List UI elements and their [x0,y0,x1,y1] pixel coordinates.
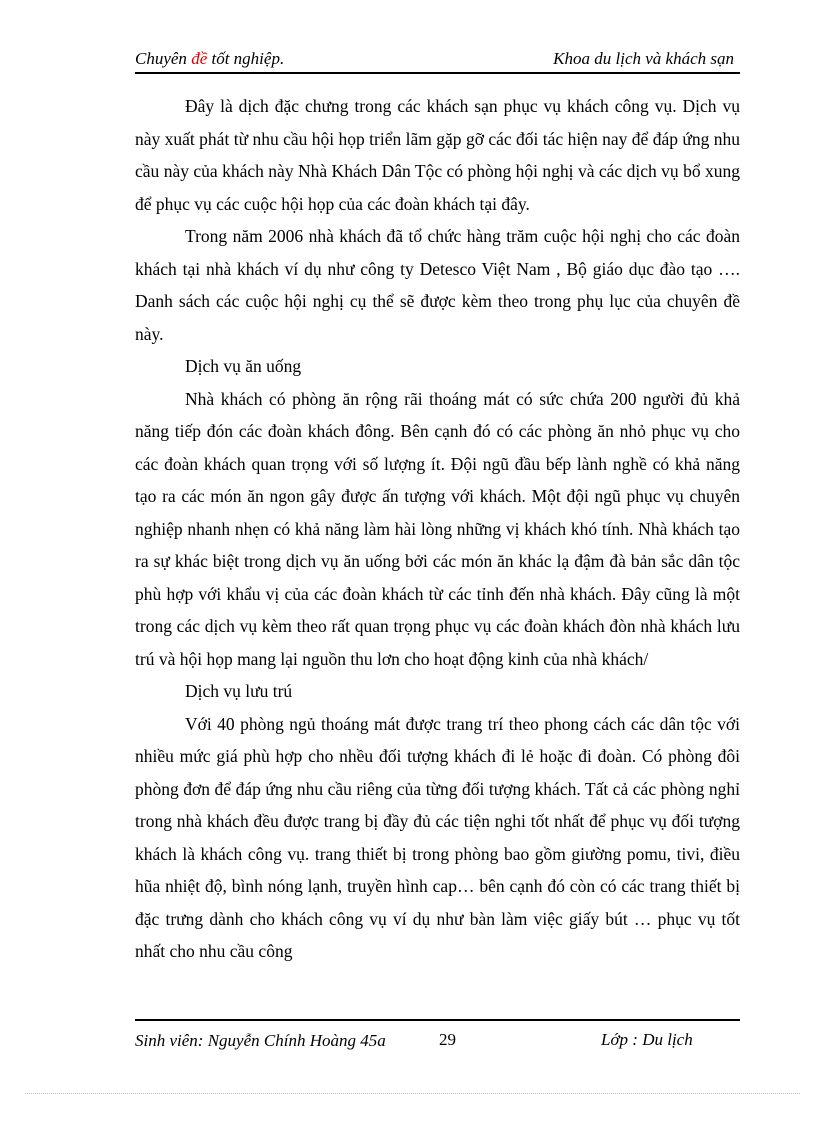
page-header [135,48,740,74]
document-body [135,90,740,968]
paragraph-lodging-service: Với 40 phòng ngủ thoáng mát được trang trí theo phong cách các dân tộc với nhiều mức giá phù hợp cho nhều đối tượng khách đi lẻ hoặc đi đoàn. Có phòng đôi phòng đơn để đáp ứng nhu cầu riêng của từng đối tượng khách. Tất cả các phòng nghỉ trong nhà khách đều được trang bị đầy đủ các tiện nghi tốt nhất để phục vụ đối tượng khách là khách công vụ. trang thiết bị trong phòng bao gồm giường pomu, tivi, điều hũa nhiệt độ, bình nóng lạnh, truyền hình cap… bên cạnh đó còn có các trang thiết bị đặc trưng dành cho khách công vụ ví dụ như bàn làm việc giấy bút … phục vụ tốt nhất cho nhu cầu công [135,713,740,961]
header-accent-word: đề [191,49,208,68]
paragraph-conference-history: Trong năm 2006 nhà khách đã tổ chức hàng trăm cuộc hội nghị cho các đoàn khách tại nhà khách ví dụ như công ty Detesco Việt Nam , Bộ giáo dục đào tạo …. Danh sách các cuộc hội nghị cụ thể sẽ được kèm theo trong phụ lục của chuyên đề này. [135,226,740,344]
page-number: 29 [439,1030,456,1049]
footer-class: Lớp : Du lịch [601,1030,693,1049]
header-course-title: Chuyên đề tốt nghiệp. [135,49,285,68]
heading-lodging-service: Dịch vụ lưu trú [185,681,293,701]
paragraph-conference-service: Đây là dịch đặc chưng trong các khách sạn phục vụ khách công vụ. Dịch vụ này xuất phát từ nhu cầu hội họp triển lãm gặp gỡ các đối tác hiện nay để đáp ứng nhu cầu này của khách này Nhà Khách Dân Tộc có phòng hội nghị và các dịch vụ bổ xung để phục vụ các cuộc hội họp của các đoàn khách tại đây. [135,96,740,214]
paragraph-dining-service: Nhà khách có phòng ăn rộng rãi thoáng mát có sức chứa 200 người đủ khả năng tiếp đón các đoàn khách đông. Bên cạnh đó có các phòng ăn nhỏ phục vụ cho các đoàn khách quan trọng với số lượng ít. Đội ngũ đầu bếp lành nghề có khả năng tạo ra các món ăn ngon gây được ấn tượng với khách. Một đội ngũ phục vụ chuyên nghiệp nhanh nhẹn có khả năng làm hài lòng những vị khách khó tính. Nhà khách tạo ra sự khác biệt trong dịch vụ ăn uống bởi các món ăn khác lạ đậm đà bản sắc dân tộc phù hợp với khẩu vị của các đoàn khách từ các tỉnh đến nhà khách. Đây cũng là một trong các dịch vụ kèm theo rất quan trọng phục vụ các đoàn khách đòn nhà khách lưu trú và hội họp mang lại nguồn thu lơn cho hoạt động kinh của nhà khách/ [135,388,740,669]
footer-student: Sinh viên: Nguyễn Chính Hoàng 45a [135,1031,386,1050]
header-faculty: Khoa du lịch và khách sạn [553,49,734,68]
page-bottom-border [25,1093,800,1094]
footer-divider [135,1019,740,1021]
heading-dining-service: Dịch vụ ăn uống [185,356,302,376]
